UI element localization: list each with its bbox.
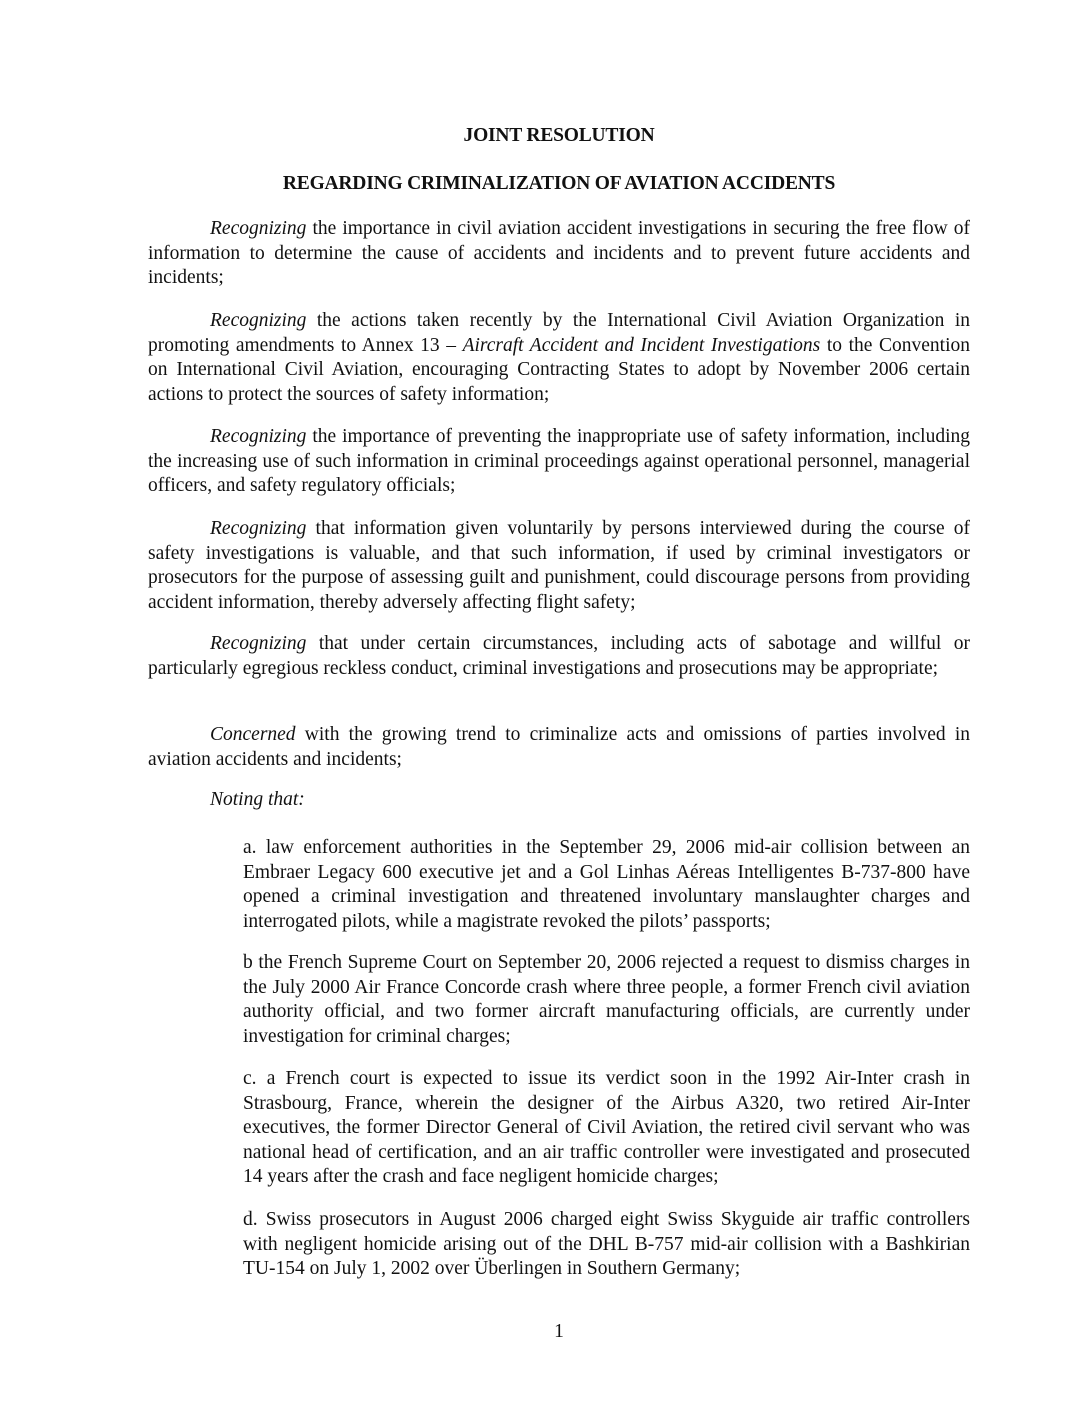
recital-text: the importance of preventing the inappropriate use of safety information, including the increasing use of such information in criminal proceedings against operational personnel, managerial officers, and safety regulatory officials;	[148, 426, 970, 496]
recital-lead: Recognizing	[210, 218, 307, 239]
recital-text: the importance in civil aviation accident investigations in securing the free flow of information to determine the cause of accidents and incidents and to prevent future accidents and incidents;	[148, 218, 970, 288]
document-subtitle: REGARDING CRIMINALIZATION OF AVIATION ACCIDENTS	[282, 173, 836, 194]
noting-item-d: d. Swiss prosecutors in August 2006 charged eight Swiss Skyguide air traffic controllers with negligent homicide arising out of the DHL B-757 mid-air collision with a Bashkirian TU-154 on July 1, 2002 over Überlingen in Southern Germany;	[243, 1209, 970, 1279]
annex-title: Aircraft Accident and Incident Investigations	[462, 334, 821, 356]
recital-text: with the growing trend to criminalize acts and omissions of parties involved in aviation accidents and incidents;	[148, 724, 970, 770]
recital-paragraph-4	[148, 517, 970, 615]
noting-item-a: a. law enforcement authorities in the September 29, 2006 mid-air collision between an Embraer Legacy 600 executive jet and a Gol Linhas Aéreas Intelligentes B-737-800 have opened a criminal investigation and threatened involuntary manslaughter charges and interrogated pilots, while a magistrate revoked the pilots’ passports;	[243, 837, 970, 932]
document-title: JOINT RESOLUTION	[463, 125, 655, 146]
recital-paragraph-5	[148, 632, 970, 681]
recital-paragraph-2	[148, 309, 970, 407]
recital-paragraph-3	[148, 425, 970, 499]
recital-text: the actions taken recently by the International Civil Aviation Organization in promoting amendments to Annex 13 –	[148, 310, 970, 356]
recital-lead: Recognizing	[210, 310, 307, 331]
recital-text: that under certain circumstances, including acts of sabotage and willful or particularly egregious reckless conduct, criminal investigations and prosecutions may be appropriate;	[148, 633, 970, 679]
recital-text: that information given voluntarily by persons interviewed during the course of safety investigations is valuable, and that such information, if used by criminal investigators or prosecutors for the purpose of assessing guilt and punishment, could discourage persons from providing accident information, thereby adversely affecting flight safety;	[148, 518, 970, 613]
noting-item-b: b the French Supreme Court on September 20, 2006 rejected a request to dismiss charges in the July 2000 Air France Concorde crash where three people, a former French civil aviation authority official, and two former aircraft manufacturing officials, are currently under investigation for criminal charges;	[243, 952, 970, 1047]
page-number: 1	[554, 1321, 564, 1342]
recital-lead: Recognizing	[210, 518, 307, 539]
recital-paragraph-6	[148, 723, 970, 772]
recital-paragraph-1	[148, 217, 970, 291]
recital-lead: Recognizing	[210, 633, 307, 654]
noting-heading: Noting that:	[210, 789, 305, 810]
recital-lead: Concerned	[210, 724, 296, 745]
noting-item-c: c. a French court is expected to issue its verdict soon in the 1992 Air-Inter crash in Strasbourg, France, wherein the designer of the Airbus A320, two retired Air-Inter executives, the former Director General of Civil Aviation, the retired civil servant who was national head of certification, and an air traffic controller were investigated and prosecuted 14 years after the crash and face negligent homicide charges;	[243, 1068, 970, 1187]
recital-text: to the Convention on International Civil Aviation, encouraging Contracting States to adopt by November 2006 certain actions to protect the sources of safety information;	[148, 334, 970, 405]
recital-lead: Recognizing	[210, 426, 307, 447]
